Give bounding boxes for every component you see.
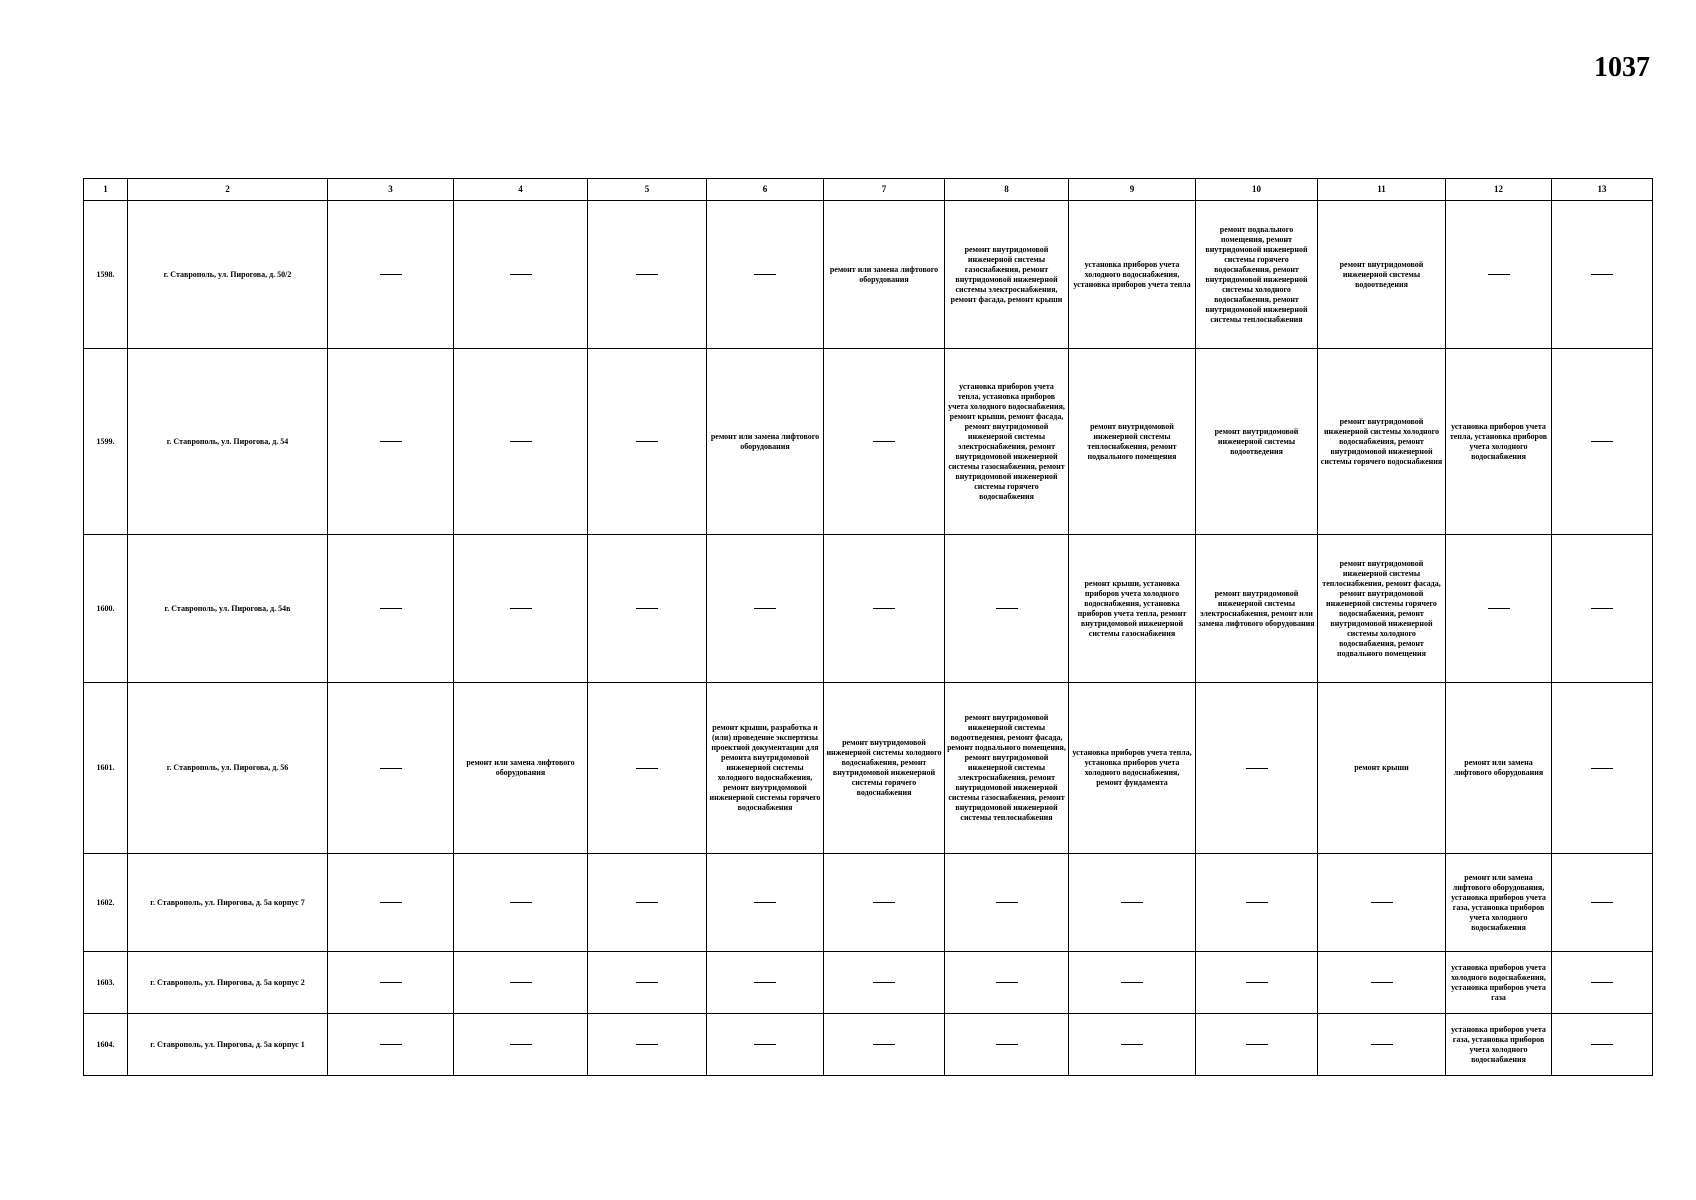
work-description-cell: [1446, 683, 1552, 854]
dash-placeholder: [1246, 982, 1268, 983]
empty-cell: [1069, 952, 1196, 1014]
empty-cell: [1196, 952, 1318, 1014]
empty-cell: [707, 201, 824, 349]
empty-cell: [1552, 349, 1653, 535]
dash-placeholder: [380, 608, 402, 609]
dash-placeholder: [1591, 1044, 1613, 1045]
dash-placeholder: [636, 982, 658, 983]
work-description-cell: [1446, 854, 1552, 952]
work-description: ремонт внутридомовой инженерной системы газоснабжения, ремонт внутридомовой инженерной системы электроснабжения, ремонт фасада, ремонт крыши: [950, 244, 1063, 304]
empty-cell: [945, 952, 1069, 1014]
work-description: ремонт или замена лифтового оборудования: [1453, 758, 1544, 777]
empty-cell: [707, 1014, 824, 1076]
table-row: [84, 535, 1653, 683]
empty-cell: [454, 952, 588, 1014]
row-number: 1599.: [84, 349, 128, 535]
empty-cell: [454, 854, 588, 952]
row-number: 1598.: [84, 201, 128, 349]
empty-cell: [1318, 1014, 1446, 1076]
dash-placeholder: [1488, 274, 1510, 275]
dash-placeholder: [1246, 768, 1268, 769]
empty-cell: [454, 349, 588, 535]
address-cell: г. Ставрополь, ул. Пирогова, д. 5а корпус 1: [128, 1014, 328, 1076]
column-header: 11: [1318, 179, 1446, 201]
dash-placeholder: [1121, 982, 1143, 983]
work-description: ремонт внутридомовой инженерной системы водоотведения: [1339, 259, 1424, 289]
empty-cell: [707, 535, 824, 683]
dash-placeholder: [510, 441, 532, 442]
work-description-cell: [1069, 349, 1196, 535]
work-description-cell: [454, 683, 588, 854]
work-description-cell: [1446, 349, 1552, 535]
header-row: [84, 179, 1653, 201]
work-description-cell: [1069, 535, 1196, 683]
dash-placeholder: [873, 441, 895, 442]
empty-cell: [1552, 854, 1653, 952]
work-description: ремонт или замена лифтового оборудования: [829, 264, 939, 284]
empty-cell: [454, 201, 588, 349]
work-description: ремонт внутридомовой инженерной системы водоотведения: [1214, 426, 1299, 456]
empty-cell: [328, 683, 454, 854]
empty-cell: [1552, 683, 1653, 854]
dash-placeholder: [754, 1044, 776, 1045]
empty-cell: [328, 1014, 454, 1076]
empty-cell: [1196, 683, 1318, 854]
table-row: [84, 1014, 1653, 1076]
dash-placeholder: [380, 441, 402, 442]
empty-cell: [1069, 1014, 1196, 1076]
empty-cell: [707, 952, 824, 1014]
column-header: 2: [128, 179, 328, 201]
work-description-cell: [824, 683, 945, 854]
empty-cell: [824, 535, 945, 683]
dash-placeholder: [380, 982, 402, 983]
empty-cell: [1552, 952, 1653, 1014]
dash-placeholder: [510, 274, 532, 275]
column-header: 1: [84, 179, 128, 201]
row-number: 1602.: [84, 854, 128, 952]
column-header: 12: [1446, 179, 1552, 201]
column-header: 9: [1069, 179, 1196, 201]
work-description: установка приборов учета тепла, установка приборов учета холодного водоснабжения, ремонт фундамента: [1072, 748, 1192, 787]
empty-cell: [454, 1014, 588, 1076]
dash-placeholder: [1246, 902, 1268, 903]
address-cell: г. Ставрополь, ул. Пирогова, д. 50/2: [128, 201, 328, 349]
work-description: установка приборов учета тепла, установка приборов учета холодного водоснабжения: [1449, 421, 1548, 461]
dash-placeholder: [1371, 982, 1393, 983]
work-description-cell: [1318, 683, 1446, 854]
dash-placeholder: [754, 608, 776, 609]
address-cell: г. Ставрополь, ул. Пирогова, д. 54в: [128, 535, 328, 683]
dash-placeholder: [1488, 608, 1510, 609]
dash-placeholder: [1591, 768, 1613, 769]
work-description-cell: [1196, 349, 1318, 535]
empty-cell: [707, 854, 824, 952]
dash-placeholder: [1371, 1044, 1393, 1045]
work-description: ремонт или замена лифтового оборудования: [466, 758, 575, 777]
table-row: [84, 854, 1653, 952]
dash-placeholder: [754, 982, 776, 983]
dash-placeholder: [380, 902, 402, 903]
empty-cell: [1552, 535, 1653, 683]
dash-placeholder: [1121, 902, 1143, 903]
dash-placeholder: [636, 1044, 658, 1045]
work-description-cell: [1318, 535, 1446, 683]
work-description: ремонт внутридомовой инженерной системы холодного водоснабжения, ремонт внутридомовой инженерной системы горячего водоснабжения: [1320, 416, 1443, 466]
work-description: ремонт или замена лифтового оборудования: [710, 431, 820, 451]
empty-cell: [945, 1014, 1069, 1076]
table-row: [84, 349, 1653, 535]
empty-cell: [588, 854, 707, 952]
work-description: ремонт внутридомовой инженерной системы холодного водоснабжения, ремонт внутридомовой инженерной системы горячего водоснабжения: [826, 738, 942, 797]
empty-cell: [588, 952, 707, 1014]
work-description-cell: [707, 683, 824, 854]
address-cell: г. Ставрополь, ул. Пирогова, д. 5а корпус 2: [128, 952, 328, 1014]
empty-cell: [1552, 1014, 1653, 1076]
empty-cell: [1318, 952, 1446, 1014]
dash-placeholder: [636, 902, 658, 903]
work-description-cell: [1318, 349, 1446, 535]
work-description-cell: [1069, 201, 1196, 349]
dash-placeholder: [996, 608, 1018, 609]
table-body: [84, 201, 1653, 1076]
dash-placeholder: [636, 274, 658, 275]
empty-cell: [454, 535, 588, 683]
dash-placeholder: [873, 1044, 895, 1045]
dash-placeholder: [1591, 608, 1613, 609]
empty-cell: [824, 854, 945, 952]
dash-placeholder: [996, 982, 1018, 983]
empty-cell: [588, 201, 707, 349]
table-header: [84, 179, 1653, 201]
empty-cell: [328, 952, 454, 1014]
work-description: ремонт внутридомовой инженерной системы теплоснабжения, ремонт подвального помещения: [1087, 421, 1177, 461]
dash-placeholder: [380, 768, 402, 769]
empty-cell: [945, 854, 1069, 952]
empty-cell: [824, 1014, 945, 1076]
work-description-cell: [945, 683, 1069, 854]
empty-cell: [1318, 854, 1446, 952]
empty-cell: [945, 535, 1069, 683]
address-cell: г. Ставрополь, ул. Пирогова, д. 54: [128, 349, 328, 535]
page-number: 1037: [1594, 52, 1650, 83]
column-header: 4: [454, 179, 588, 201]
empty-cell: [328, 854, 454, 952]
column-header: 3: [328, 179, 454, 201]
dash-placeholder: [1246, 1044, 1268, 1045]
row-number: 1603.: [84, 952, 128, 1014]
dash-placeholder: [380, 1044, 402, 1045]
work-description: ремонт внутридомовой инженерной системы электроснабжения, ремонт или замена лифтового оборудования: [1198, 588, 1315, 628]
work-description: установка приборов учета газа, установка приборов учета холодного водоснабжения: [1451, 1024, 1546, 1064]
dash-placeholder: [1591, 902, 1613, 903]
column-header: 5: [588, 179, 707, 201]
table-row: [84, 952, 1653, 1014]
dash-placeholder: [636, 441, 658, 442]
dash-placeholder: [510, 982, 532, 983]
row-number: 1600.: [84, 535, 128, 683]
dash-placeholder: [996, 1044, 1018, 1045]
column-header: 10: [1196, 179, 1318, 201]
dash-placeholder: [510, 902, 532, 903]
work-description: ремонт крыши, установка приборов учета холодного водоснабжения, установка приборов учета тепла, ремонт внутридомовой инженерной системы газоснабжения: [1077, 578, 1187, 638]
dash-placeholder: [1591, 274, 1613, 275]
dash-placeholder: [873, 608, 895, 609]
empty-cell: [328, 201, 454, 349]
dash-placeholder: [510, 608, 532, 609]
empty-cell: [824, 952, 945, 1014]
work-description: ремонт внутридомовой инженерной системы теплоснабжения, ремонт фасада, ремонт внутридомовой инженерной системы горячего водоснабжения, ремонт внутридомовой инженерной системы холодного водоснабжения, ремонт подвального помещения: [1322, 558, 1441, 658]
empty-cell: [588, 1014, 707, 1076]
empty-cell: [1552, 201, 1653, 349]
work-description: ремонт внутридомовой инженерной системы водоотведения, ремонт фасада, ремонт подвального помещения, ремонт внутридомовой инженерной системы электроснабжения, ремонт внутридомовой инженерной системы газоснабжения, ремонт внутридомовой инженерной системы теплоснабжения: [947, 713, 1066, 822]
column-header: 8: [945, 179, 1069, 201]
work-description-cell: [1318, 201, 1446, 349]
row-number: 1604.: [84, 1014, 128, 1076]
work-description: ремонт или замена лифтового оборудования, установка приборов учета газа, установка приборов учета холодного водоснабжения: [1451, 872, 1546, 932]
empty-cell: [328, 535, 454, 683]
empty-cell: [824, 349, 945, 535]
empty-cell: [1196, 1014, 1318, 1076]
empty-cell: [1446, 535, 1552, 683]
work-description: установка приборов учета тепла, установка приборов учета холодного водоснабжения, ремонт крыши, ремонт фасада, ремонт внутридомовой инженерной системы электроснабжения, ремонт внутридомовой инженерной системы газоснабжения, ремонт внутридомовой инженерной системы горячего водоснабжения: [948, 381, 1065, 501]
empty-cell: [588, 683, 707, 854]
empty-cell: [1069, 854, 1196, 952]
empty-cell: [1446, 201, 1552, 349]
dash-placeholder: [636, 768, 658, 769]
work-description-cell: [707, 349, 824, 535]
table-row: [84, 201, 1653, 349]
column-header: 6: [707, 179, 824, 201]
work-description-cell: [824, 201, 945, 349]
work-description: ремонт подвального помещения, ремонт внутридомовой инженерной системы горячего водоснабжения, ремонт внутридомовой инженерной системы холодного водоснабжения, ремонт внутридомовой инженерной системы теплоснабжения: [1205, 224, 1308, 324]
work-description-cell: [1446, 1014, 1552, 1076]
repair-schedule-table: [83, 178, 1653, 1076]
dash-placeholder: [1591, 441, 1613, 442]
work-description-cell: [1196, 201, 1318, 349]
work-description-cell: [1446, 952, 1552, 1014]
dash-placeholder: [380, 274, 402, 275]
empty-cell: [328, 349, 454, 535]
dash-placeholder: [996, 902, 1018, 903]
work-description: ремонт крыши: [1354, 763, 1409, 772]
address-cell: г. Ставрополь, ул. Пирогова, д. 56: [128, 683, 328, 854]
work-description: установка приборов учета холодного водоснабжения, установка приборов учета тепла: [1073, 259, 1191, 289]
dash-placeholder: [754, 902, 776, 903]
empty-cell: [588, 535, 707, 683]
column-header: 13: [1552, 179, 1653, 201]
dash-placeholder: [1371, 902, 1393, 903]
table-row: [84, 683, 1653, 854]
work-description-cell: [945, 201, 1069, 349]
work-description-cell: [1196, 535, 1318, 683]
dash-placeholder: [1121, 1044, 1143, 1045]
empty-cell: [588, 349, 707, 535]
empty-cell: [1196, 854, 1318, 952]
dash-placeholder: [1591, 982, 1613, 983]
work-description-cell: [945, 349, 1069, 535]
work-description: установка приборов учета холодного водоснабжения, установка приборов учета газа: [1451, 962, 1546, 1002]
row-number: 1601.: [84, 683, 128, 854]
work-description: ремонт крыши, разработка и (или) проведение экспертизы проектной документации для ремонта внутридомовой инженерной системы холодного водоснабжения, ремонт внутридомовой инженерной системы горячего водоснабжения: [709, 723, 821, 812]
dash-placeholder: [636, 608, 658, 609]
dash-placeholder: [754, 274, 776, 275]
work-description-cell: [1069, 683, 1196, 854]
dash-placeholder: [510, 1044, 532, 1045]
dash-placeholder: [873, 902, 895, 903]
address-cell: г. Ставрополь, ул. Пирогова, д. 5а корпус 7: [128, 854, 328, 952]
dash-placeholder: [873, 982, 895, 983]
column-header: 7: [824, 179, 945, 201]
